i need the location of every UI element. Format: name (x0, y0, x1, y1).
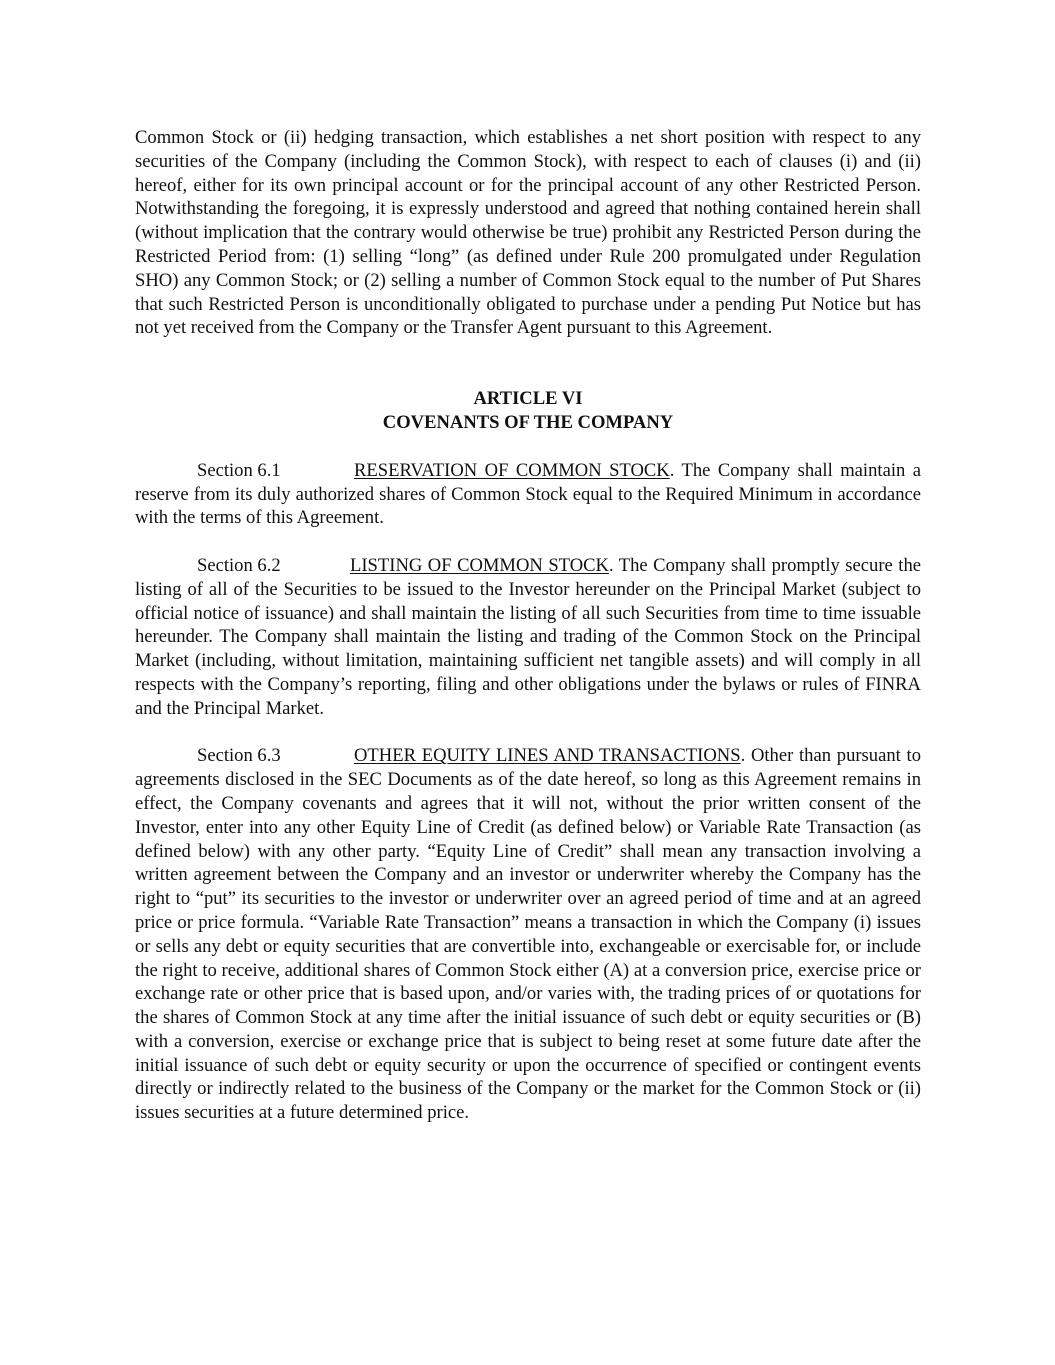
article-heading (135, 387, 921, 435)
section-number: Section 6.1 (197, 459, 281, 481)
article-title: COVENANTS OF THE COMPANY (382, 411, 674, 433)
section-number: Section 6.3 (197, 745, 281, 767)
intro-paragraph: Common Stock or (ii) hedging transaction, which establishes a net short position with respect to any securities of the Company (including the Common Stock), with respect to each of clauses (i) and (ii) hereof, either for its own principal account or for the principal account of any other Restricted Person. Notwithstanding the foregoing, it is expressly understood and agreed that nothing contained herein shall (without implication that the contrary would otherwise be true) prohibit any Restricted Person during the Restricted Period from: (1) selling “long” (as defined under Rule 200 promulgated under Regulation SHO) any Common Stock; or (2) selling a number of Common Stock equal to the number of Put Shares that such Restricted Person is unconditionally obligated to purchase under a pending Put Notice but has not yet received from the Company or the Transfer Agent pursuant to this Agreement. (135, 127, 921, 339)
section-body: . Other than pursuant to agreements disclosed in the SEC Documents as of the date hereof, so long as this Agreement remains in effect, the Company covenants and agrees that it will not, without the prior written consent of the Investor, enter into any other Equity Line of Credit (as defined below) or Variable Rate Transaction (as defined below) with any other party. “Equity Line of Credit” shall mean any transaction involving a written agreement between the Company and an investor or underwriter whereby the Company has the right to “put” its securities to the investor or underwriter over an agreed period of time and at an agreed price or price formula. “Variable Rate Transaction” means a transaction in which the Company (i) issues or sells any debt or equity securities that are convertible into, exchangeable or exercisable for, or include the right to receive, additional shares of Common Stock either (A) at a conversion price, exercise price or exchange rate or other price that is based upon, and/or varies with, the trading prices of or quotations for the shares of Common Stock at any time after the initial issuance of such debt or equity securities or (B) with a conversion, exercise or exchange price that is subject to being reset at some future date after the initial issuance of such debt or equity security or upon the occurrence of specified or contingent events directly or indirectly related to the business of the Company or the market for the Common Stock or (ii) issues securities at a future determined price. (135, 745, 922, 1124)
section-title: LISTING OF COMMON STOCK (350, 554, 609, 576)
section-body: . The Company shall maintain a reserve from its duly authorized shares of Common Stock equal to the Required Minimum in accordance with the terms of this Agreement. (135, 459, 921, 529)
section-6-2 (135, 554, 921, 721)
document-page (135, 126, 921, 1125)
section-6-1 (135, 459, 921, 530)
section-6-3 (135, 744, 921, 1125)
section-title: OTHER EQUITY LINES AND TRANSACTIONS (354, 745, 741, 767)
section-title: RESERVATION OF COMMON STOCK (354, 459, 670, 481)
article-number: ARTICLE VI (473, 388, 583, 410)
section-body: . The Company shall promptly secure the listing of all of the Securities to be issued to the Investor hereunder on the Principal Market (subject to official notice of issuance) and shall maintain the listing of all such Securities from time to time issuable hereunder. The Company shall maintain the listing and trading of the Common Stock on the Principal Market (including, without limitation, maintaining sufficient net tangible assets) and will comply in all respects with the Company’s reporting, filing and other obligations under the bylaws or rules of FINRA and the Principal Market. (135, 554, 921, 719)
section-number: Section 6.2 (197, 554, 281, 576)
